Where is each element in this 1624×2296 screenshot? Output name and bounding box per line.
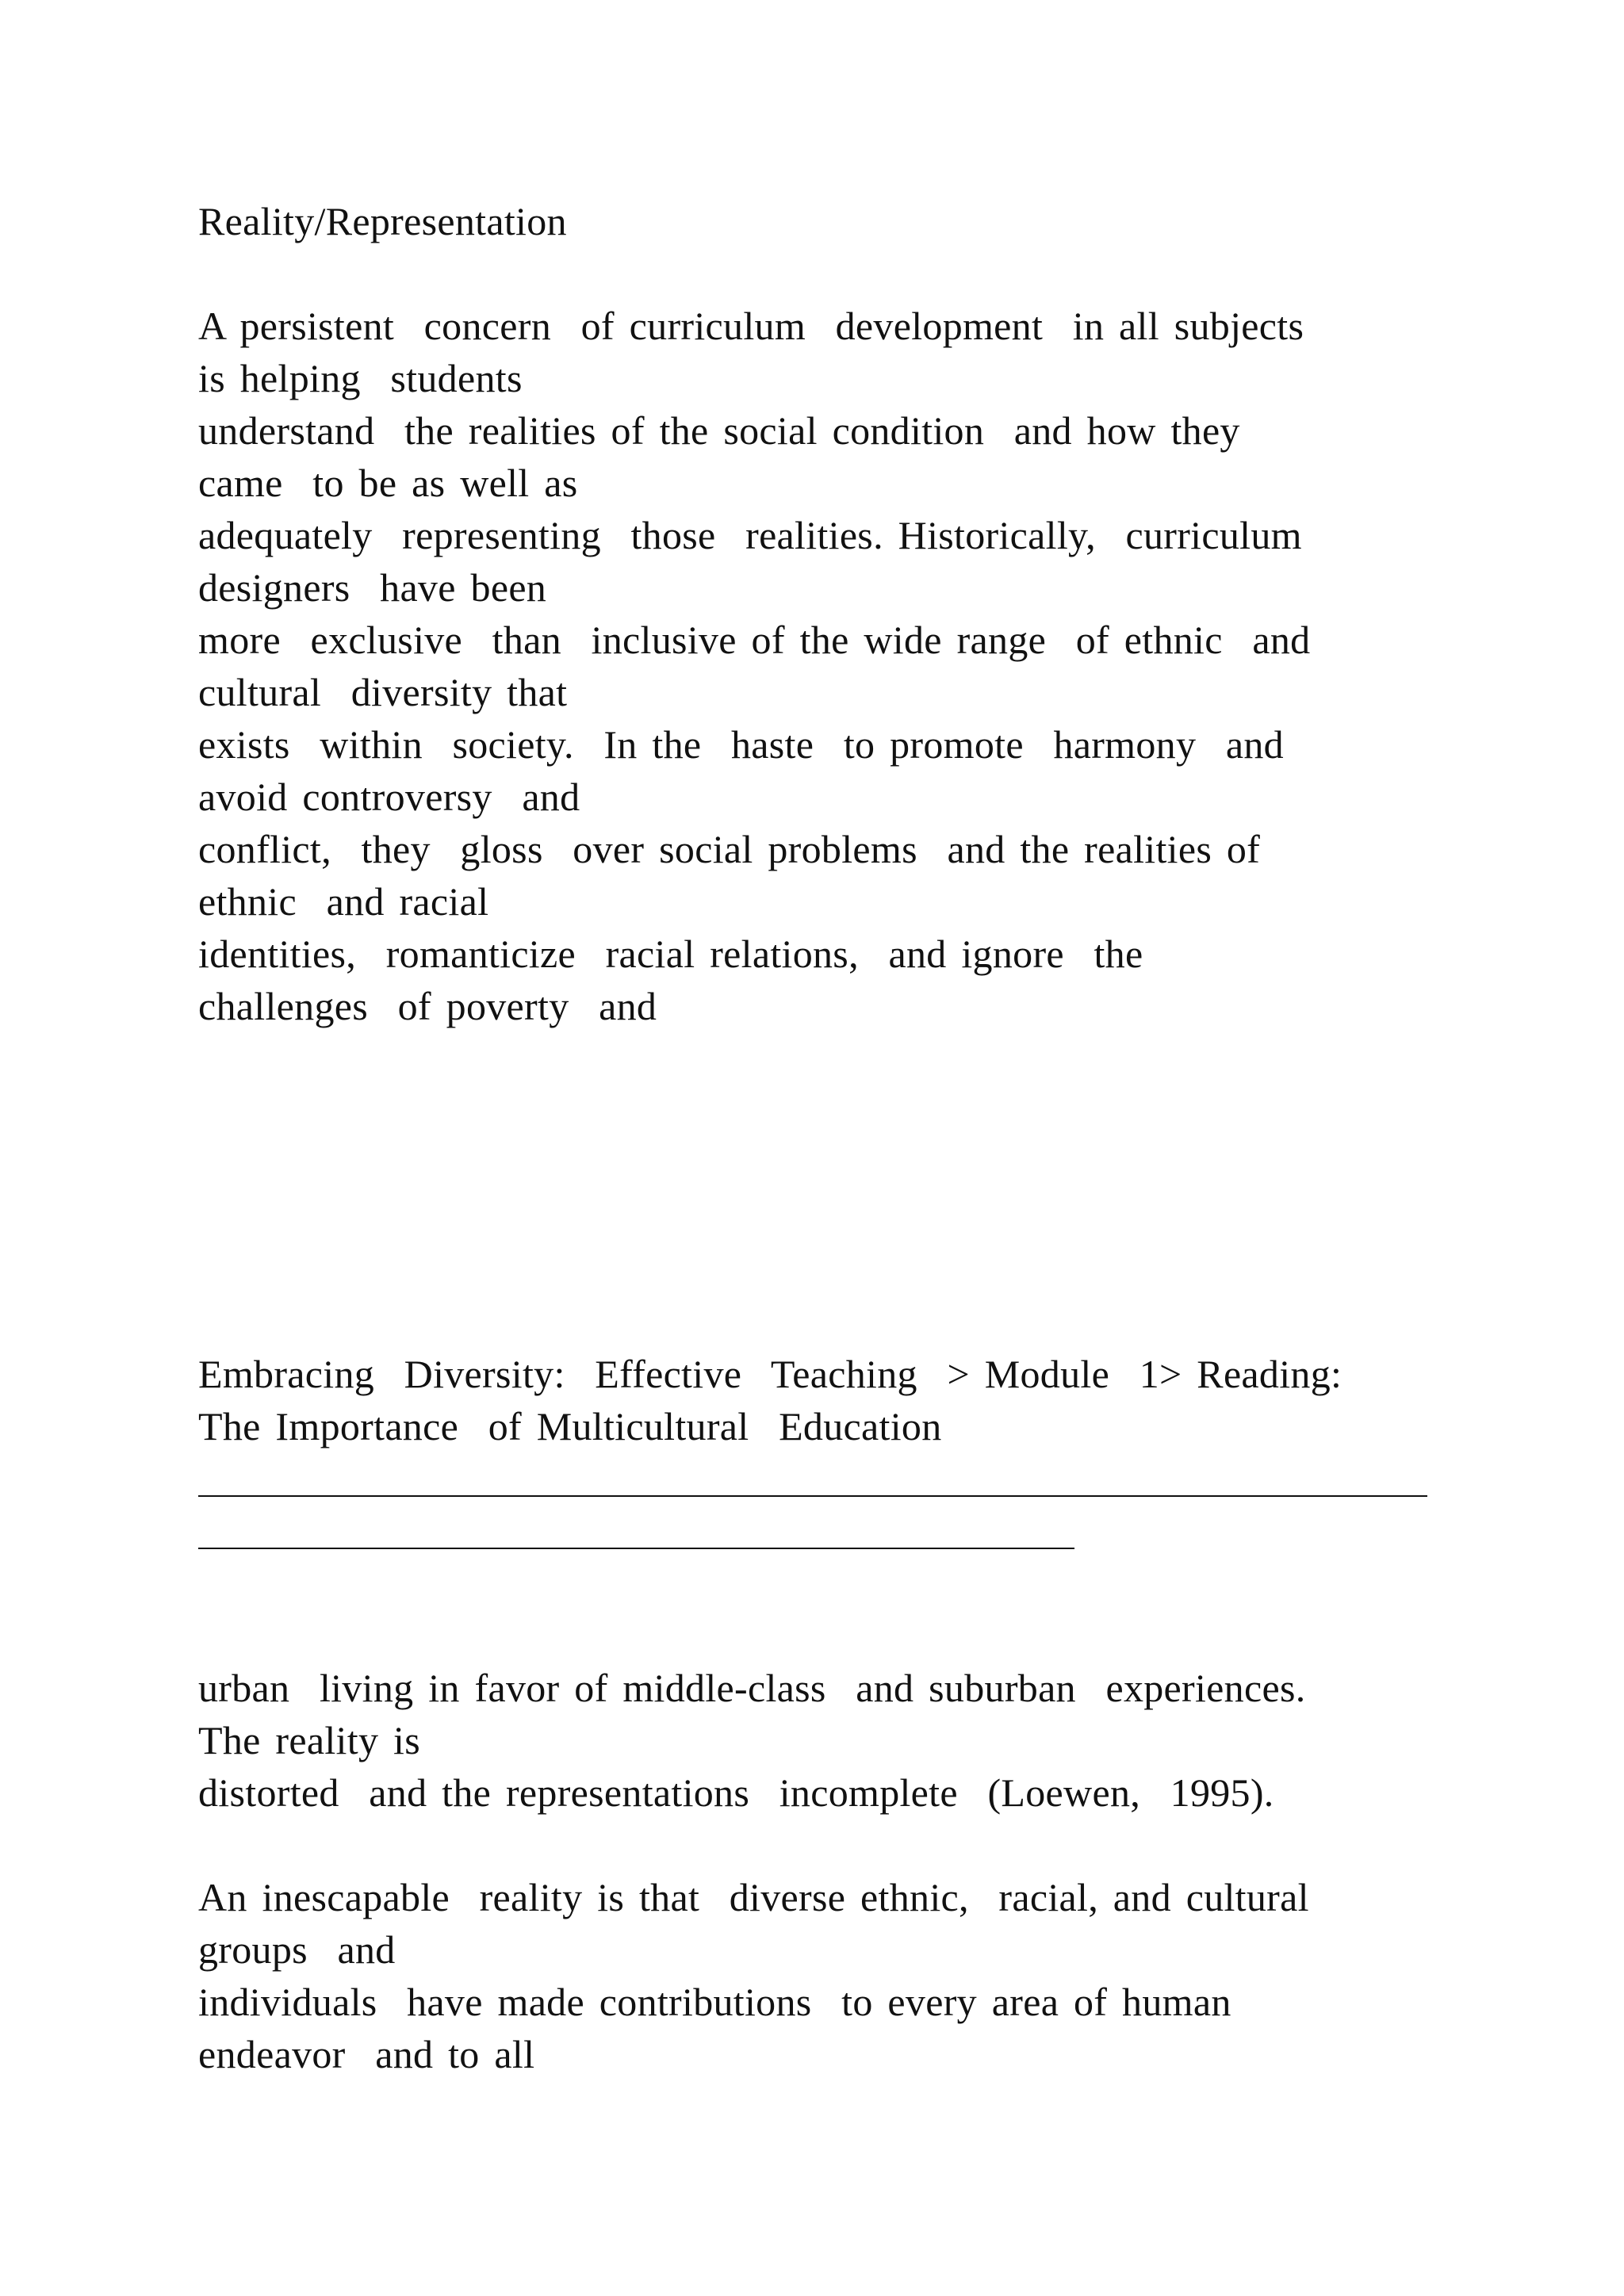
body-line: understand the realities of the social condition and how they [198, 408, 1240, 453]
body-line: exists within society. In the haste to promote harmony and [198, 722, 1284, 767]
body-line: identities, romanticize racial relations, and ignore the [198, 932, 1143, 976]
body-line: endeavor and to all [198, 2032, 535, 2076]
body-line: adequately representing those realities. Historically, curriculum [198, 513, 1302, 557]
body-line: more exclusive than inclusive of the wide range of ethnic and [198, 618, 1311, 662]
body-line: is helping students [198, 356, 523, 400]
section-heading: Reality/Representation [198, 199, 567, 243]
body-line: An inescapable reality is that diverse ethnic, racial, and cultural [198, 1875, 1309, 1919]
page-footer-breadcrumb: Embracing Diversity: Effective Teaching > Module 1> Reading: [198, 1352, 1342, 1396]
body-line: urban living in favor of middle-class and suburban experiences. [198, 1666, 1306, 1710]
body-line: came to be as well as [198, 461, 578, 505]
footer-divider [198, 1495, 1427, 1497]
body-line: avoid controversy and [198, 775, 580, 819]
body-line: conflict, they gloss over social problems and the realities of [198, 827, 1261, 871]
body-line: challenges of poverty and [198, 984, 657, 1028]
page-footer-breadcrumb: The Importance of Multicultural Education [198, 1404, 942, 1448]
body-line: designers have been [198, 565, 547, 610]
body-line: A persistent concern of curriculum development in all subjects [198, 304, 1304, 348]
body-line: individuals have made contributions to every area of human [198, 1980, 1231, 2024]
body-line: distorted and the representations incomplete (Loewen, 1995). [198, 1770, 1274, 1815]
body-line: The reality is [198, 1718, 420, 1762]
footer-divider [198, 1548, 1074, 1549]
body-line: groups and [198, 1927, 396, 1972]
body-line: cultural diversity that [198, 670, 568, 714]
body-line: ethnic and racial [198, 879, 489, 924]
